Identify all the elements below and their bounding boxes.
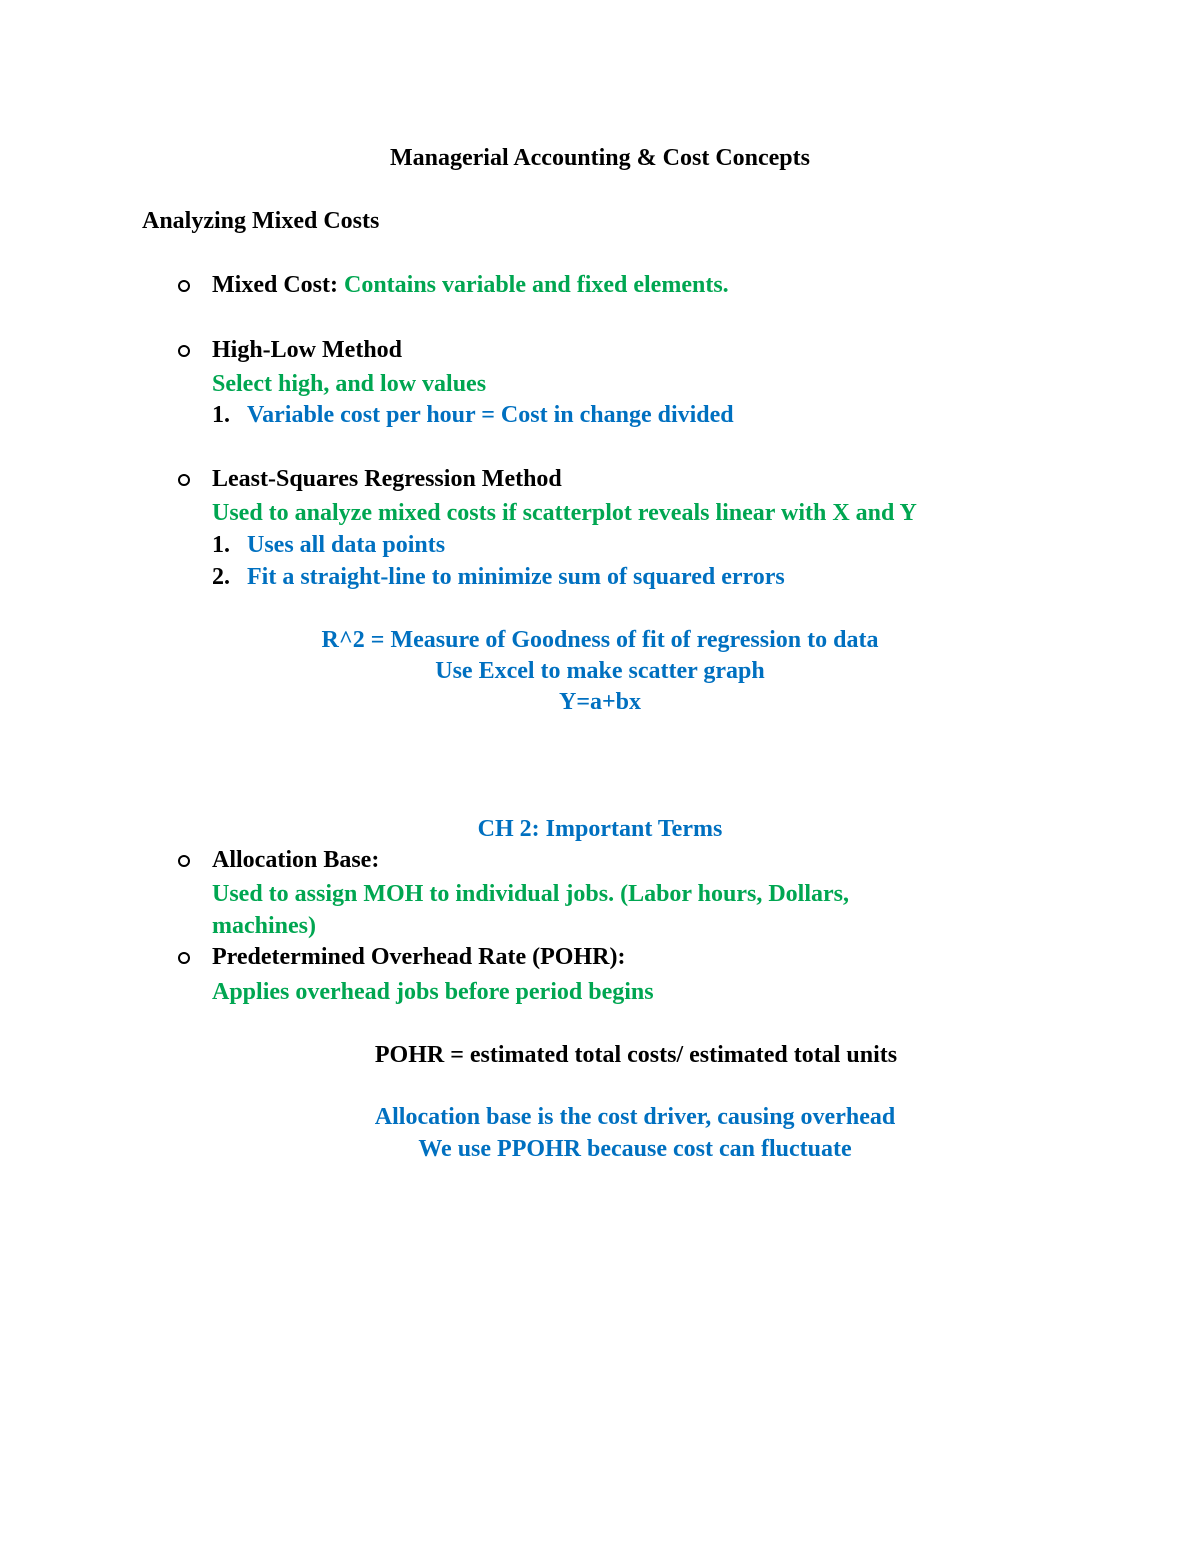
note-excel-scatter: Use Excel to make scatter graph: [435, 658, 765, 684]
step-least-squares-1: Uses all data points: [247, 532, 446, 558]
bullet-icon: [178, 345, 190, 357]
bullet-icon: [178, 280, 190, 292]
bullet-icon: [178, 952, 190, 964]
definition-mixed-cost: Contains variable and fixed elements.: [343, 272, 729, 298]
note-ppohr-fluctuate: We use PPOHR because cost can fluctuate: [418, 1136, 852, 1162]
term-mixed-cost: Mixed Cost:: [212, 272, 338, 298]
term-least-squares-method: Least-Squares Regression Method: [212, 466, 562, 492]
bullet-icon: [178, 474, 190, 486]
bullet-icon: [178, 855, 190, 867]
description-high-low: Select high, and low values: [212, 371, 487, 397]
note-allocation-base-driver: Allocation base is the cost driver, causing overhead: [374, 1104, 896, 1130]
description-least-squares: Used to analyze mixed costs if scatterplot reveals linear with X and Y: [212, 500, 917, 526]
note-r-squared: R^2 = Measure of Goodness of fit of regression to data: [321, 627, 879, 653]
note-regression-formula: Y=a+bx: [558, 689, 642, 715]
term-high-low-method: High-Low Method: [212, 337, 403, 363]
term-allocation-base: Allocation Base:: [212, 847, 380, 873]
section-heading-ch2: CH 2: Important Terms: [477, 816, 723, 842]
step-number: 2.: [212, 564, 230, 590]
step-number: 1.: [212, 532, 230, 558]
term-pohr: Predetermined Overhead Rate (POHR):: [212, 944, 626, 970]
definition-allocation-base-line1: Used to assign MOH to individual jobs. (Labor hours, Dollars,: [212, 881, 849, 907]
definition-allocation-base-line2: machines): [212, 913, 316, 939]
step-least-squares-2: Fit a straight-line to minimize sum of squared errors: [247, 564, 785, 590]
pohr-formula: POHR = estimated total costs/ estimated total units: [374, 1042, 898, 1068]
definition-pohr: Applies overhead jobs before period begins: [212, 979, 654, 1005]
step-high-low-1: Variable cost per hour = Cost in change divided: [247, 402, 734, 428]
list-item-mixed-cost: [212, 270, 729, 300]
step-number: 1.: [212, 402, 230, 428]
section-heading-mixed-costs: Analyzing Mixed Costs: [142, 208, 380, 234]
document-title: Managerial Accounting & Cost Concepts: [390, 145, 810, 171]
